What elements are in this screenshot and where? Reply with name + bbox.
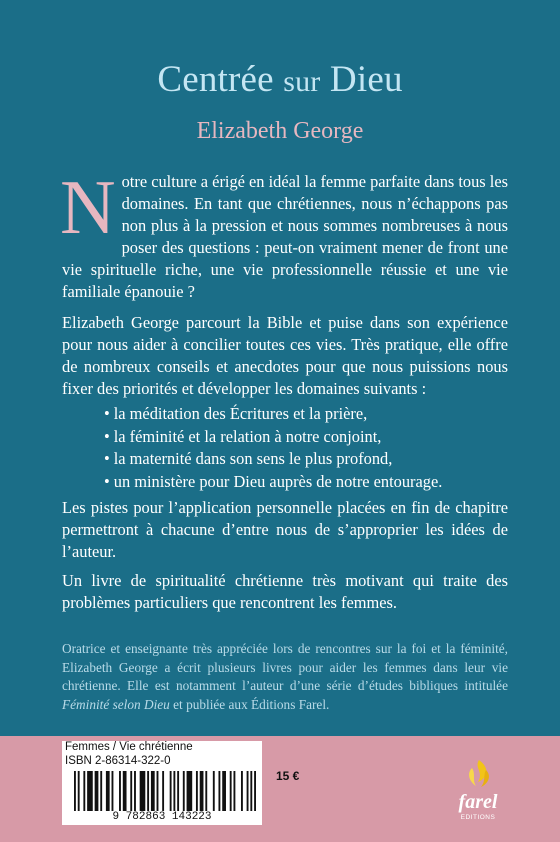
barcode-box (62, 741, 262, 825)
barcode-bar (157, 771, 159, 811)
barcode-bar (147, 771, 149, 811)
barcode-bar (123, 771, 127, 811)
barcode-bar (205, 771, 207, 811)
barcode-bar (95, 771, 99, 811)
title-part-2: sur (283, 65, 321, 98)
barcode-bar (213, 771, 215, 811)
barcode-bar (196, 771, 198, 811)
series-title: Féminité selon Dieu (62, 696, 170, 712)
barcode-bar (187, 771, 193, 811)
publisher-name: farel (458, 791, 498, 813)
barcode-bar (74, 771, 76, 811)
blurb-paragraph-1 (60, 164, 508, 303)
barcode-bar (151, 771, 155, 811)
price-label: 15 € (276, 769, 300, 783)
publisher-subtitle: EDITIONS (460, 814, 496, 821)
bullet-item: • un ministère pour Dieu auprès de notre entourage. (104, 471, 524, 494)
author-name: Elizabeth George (196, 118, 364, 144)
barcode-bar (218, 771, 220, 811)
category-label: Femmes / Vie chrétienne (65, 741, 193, 753)
publisher-logo (448, 756, 508, 832)
barcode-bar (78, 771, 80, 811)
blurb-paragraph-1-text: otre culture a érigé en idéal la femme parfaite dans tous les domaines. En tant que chrétiennes, nous n’échappons pas non plus à la pression et nous sommes nombreuses à nous poser des questions : peut-on vraiment mener de front une vie spirituelle riche, une vie professionnelle réussie et une vie familiale épanouie ? (62, 172, 508, 301)
barcode-bar (230, 771, 232, 811)
barcode-bar (183, 771, 185, 811)
barcode-bar (250, 771, 252, 811)
barcode (74, 771, 256, 811)
barcode-number: 9 782863 143223 (112, 811, 212, 823)
barcode-bar (222, 771, 226, 811)
barcode-bar (83, 771, 85, 811)
barcode-bar (173, 771, 175, 811)
bullet-item: • la maternité dans son sens le plus profond, (104, 448, 524, 471)
title-part-1: Centrée (157, 59, 284, 100)
barcode-bar (134, 771, 136, 811)
barcode-bar (170, 771, 172, 811)
barcode-bar (241, 771, 243, 811)
barcode-bar (87, 771, 93, 811)
bullet-item: • la féminité et la relation à notre conjoint, (104, 426, 524, 449)
barcode-bar (233, 771, 235, 811)
barcode-bar (254, 771, 256, 811)
barcode-bar (112, 771, 114, 811)
book-title (0, 58, 560, 101)
bullet-list (104, 403, 524, 493)
barcode-bar (100, 771, 102, 811)
author-bio-text-start: Oratrice et enseignante très appréciée lors de rencontres sur la foi et la féminité, Elizabeth George a écrit plusieurs livres pour aider les femmes dans leur vie chrétienne. Elle est notamment l’auteur d’une série d’études bibliques intitulée (62, 641, 508, 693)
barcode-bar (119, 771, 121, 811)
barcode-bar (162, 771, 164, 811)
barcode-bar (247, 771, 249, 811)
bullet-item: • la méditation des Écritures et la prière, (104, 403, 524, 426)
flame-icon (448, 756, 508, 796)
blurb-paragraph-2: Elizabeth George parcourt la Bible et puise dans son expérience pour nous aider à concilier toutes ces vies. Très pratique, elle offre de nombreux conseils et anecdotes pour que nous puissions nous fixer des priorités et développer les domaines suivants : (62, 313, 508, 398)
isbn-label: ISBN 2-86314-322-0 (65, 755, 171, 767)
blurb-paragraph-3: Les pistes pour l’application personnelle placées en fin de chapitre permettront à chacune d’entre nous de s’approprier les idées de l’auteur. (62, 498, 508, 561)
barcode-bar (106, 771, 110, 811)
barcode-bar (140, 771, 146, 811)
blurb-paragraph-4: Un livre de spiritualité chrétienne très motivant qui traite des problèmes particuliers que rencontrent les femmes. (62, 571, 508, 612)
barcode-bar (200, 771, 204, 811)
author-bio (62, 640, 508, 714)
title-part-3: Dieu (320, 59, 403, 100)
author-bio-text-end: et publiée aux Éditions Farel. (169, 696, 330, 712)
drop-cap: N (60, 164, 116, 250)
barcode-bar (130, 771, 132, 811)
barcode-bar (177, 771, 179, 811)
